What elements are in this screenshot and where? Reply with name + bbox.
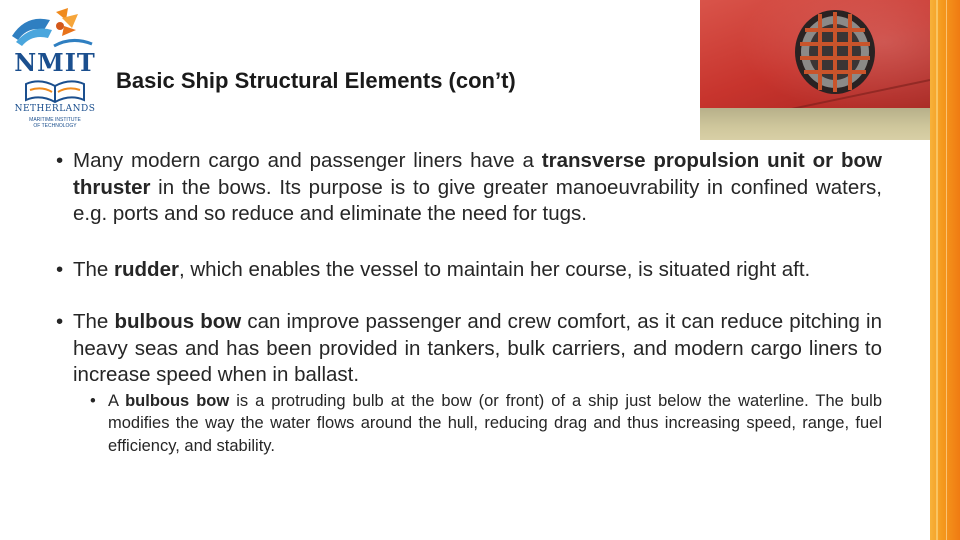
sub-bullet-term: bulbous bow xyxy=(125,391,230,410)
slide-title: Basic Ship Structural Elements (con’t) xyxy=(116,68,516,93)
bullet-text: The xyxy=(73,310,115,333)
sub-bullet-bulbous-bow-definition xyxy=(90,390,882,458)
logo-book-icon xyxy=(24,78,86,104)
decorative-side-bar xyxy=(930,0,960,540)
bullet-rudder xyxy=(56,257,882,284)
bow-thruster-photo xyxy=(700,0,930,140)
sub-bullet-text: is a protruding bulb at the bow (or front) of a ship just below the waterline. The bulb modifies the way the water flows around the hull, reducing drag and thus increasing speed, range, fuel efficiency, and stability. xyxy=(108,391,882,455)
bullet-bow-thruster xyxy=(56,148,882,228)
sub-bullet-text: A xyxy=(108,391,126,410)
bullet-text: The xyxy=(73,257,115,281)
waterline xyxy=(700,108,930,140)
bullet-bulbous-bow xyxy=(56,309,882,389)
logo-name: NMIT xyxy=(14,48,96,77)
bullet-text: can improve passenger and crew comfort, as it can reduce pitching in heavy seas and has been provided in tankers, bulk carriers, and modern cargo liners to increase speed when in ballast. xyxy=(73,310,882,386)
logo-tagline-line2: OF TECHNOLOGY xyxy=(33,123,77,129)
nmit-logo xyxy=(6,6,104,132)
bullet-term-bow-thruster: transverse propulsion unit or bow thruster xyxy=(73,149,882,199)
bullet-text: Many modern cargo and passenger liners have a xyxy=(73,149,542,172)
logo-subtitle: NETHERLANDS xyxy=(14,104,96,114)
logo-tagline xyxy=(6,117,104,129)
logo-tagline-line1: MARITIME INSTITUTE xyxy=(29,117,81,123)
slide-content xyxy=(56,148,882,457)
bullet-text: , which enables the vessel to maintain her course, is situated right aft. xyxy=(178,257,811,281)
bullet-text: in the bows. Its purpose is to give greater manoeuvrability in confined waters, e.g. ports and so reduce and eliminate the need for tugs. xyxy=(73,175,882,225)
bullet-term-rudder: rudder xyxy=(114,257,179,281)
bullet-term-bulbous-bow: bulbous bow xyxy=(114,310,242,333)
